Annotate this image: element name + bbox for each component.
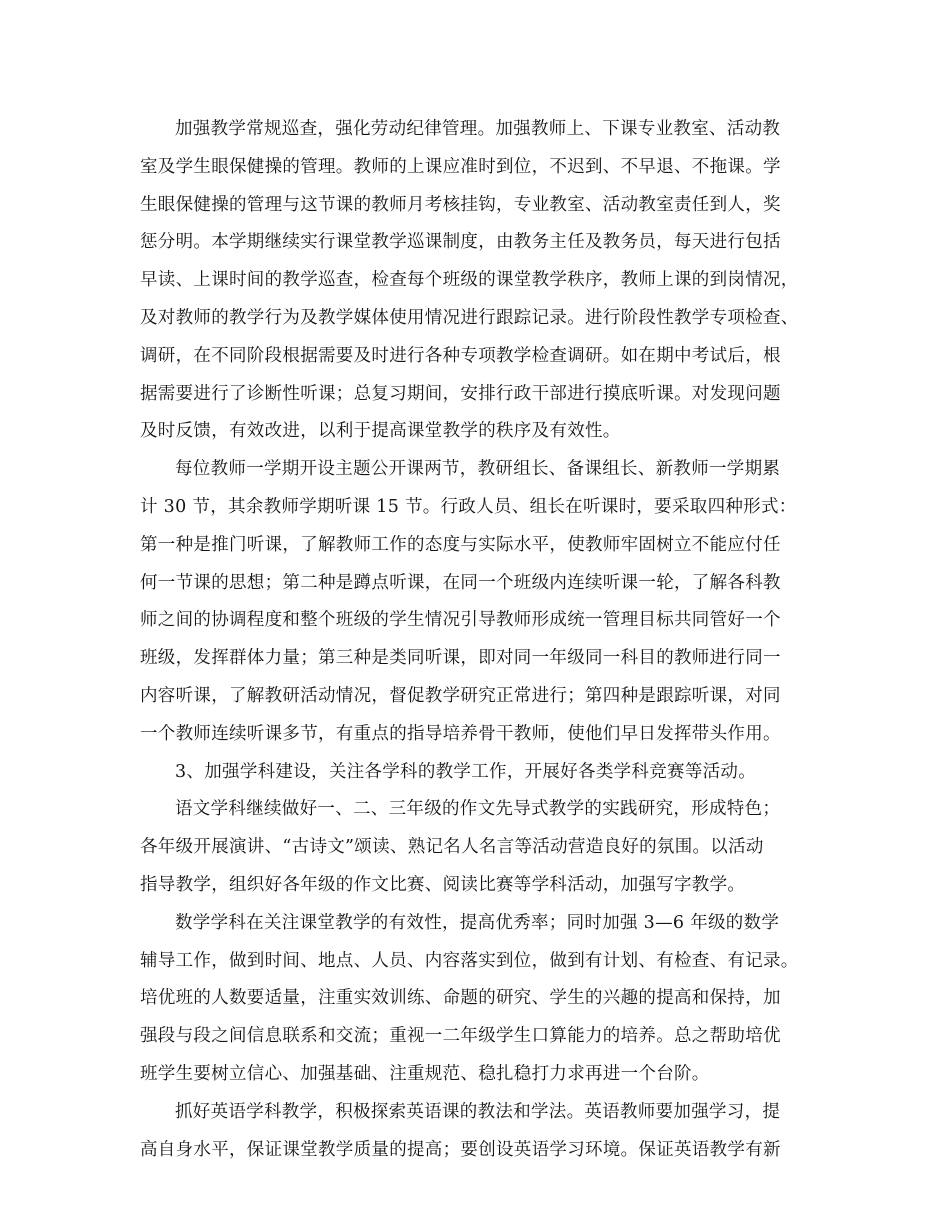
paragraph-line: 班学生要树立信心、加强基础、注重规范、稳扎稳打力求再进一个台阶。 (140, 1063, 710, 1084)
paragraph-line: 指导教学，组织好各年级的作文比赛、阅读比赛等学科活动，加强写字教学。 (140, 874, 746, 895)
paragraph-line: 强段与段之间信息联系和交流；重视一二年级学生口算能力的培养。总之帮助培优 (140, 1026, 781, 1047)
paragraph-line: 辅导工作，做到时间、地点、人员、内容落实到位，做到有计划、有检查、有记录。 (140, 950, 799, 971)
paragraph-line: 何一节课的思想；第二种是蹲点听课，在同一个班级内连续听课一轮，了解各科教 (140, 572, 781, 593)
section-heading: 3、加强学科建设，关注各学科的教学工作，开展好各类学科竞赛等活动。 (175, 761, 757, 782)
paragraph-line: 数学学科在关注课堂教学的有效性，提高优秀率；同时加强 3—6 年级的数学 (175, 912, 780, 933)
paragraph-line: 调研，在不同阶段根据需要及时进行各种专项教学检查调研。如在期中考试后，根 (140, 345, 781, 366)
paragraph-line: 培优班的人数要适量，注重实效训练、命题的研究、学生的兴趣的提高和保持，加 (140, 988, 781, 1009)
paragraph-line: 师之间的协调程度和整个班级的学生情况引导教师形成统一管理目标共同管好一个 (140, 610, 781, 631)
paragraph-line: 室及学生眼保健操的管理。教师的上课应准时到位，不迟到、不早退、不拖课。学 (140, 156, 781, 177)
paragraph-line: 据需要进行了诊断性听课；总复习期间，安排行政干部进行摸底听课。对发现问题 (140, 383, 781, 404)
paragraph-line: 及对教师的教学行为及教学媒体使用情况进行跟踪记录。进行阶段性教学专项检查、 (140, 307, 799, 328)
paragraph-line: 一个教师连续听课多节，有重点的指导培养骨干教师，使他们早日发挥带头作用。 (140, 723, 781, 744)
paragraph-line: 第一种是推门听课，了解教师工作的态度与实际水平，使教师牢固树立不能应付任 (140, 534, 781, 555)
paragraph-line: 语文学科继续做好一、二、三年级的作文先导式教学的实践研究，形成特色； (175, 799, 781, 820)
paragraph-line: 早读、上课时间的教学巡查，检查每个班级的课堂教学秩序，教师上课的到岗情况， (140, 270, 799, 291)
paragraph-line: 每位教师一学期开设主题公开课两节，教研组长、备课组长、新教师一学期累 (175, 459, 781, 480)
paragraph-line: 及时反馈，有效改进，以利于提高课堂教学的秩序及有效性。 (140, 421, 621, 442)
paragraph-line: 惩分明。本学期继续实行课堂教学巡课制度，由教务主任及教务员，每天进行包括 (140, 232, 781, 253)
paragraph-line: 班级，发挥群体力量；第三种是类同听课，即对同一年级同一科目的教师进行同一 (140, 648, 781, 669)
paragraph-line: 高自身水平，保证课堂教学质量的提高；要创设英语学习环境。保证英语教学有新 (140, 1139, 781, 1160)
document-body (140, 111, 830, 1169)
paragraph-line: 抓好英语学科教学，积极探索英语课的教法和学法。英语教师要加强学习，提 (175, 1101, 781, 1122)
paragraph-line: 计 30 节，其余教师学期听课 15 节。行政人员、组长在听课时，要采取四种形式： (140, 496, 797, 517)
paragraph-line: 各年级开展演讲、“古诗文”颂读、熟记名人名言等活动营造良好的氛围。以活动 (140, 837, 764, 858)
paragraph-line: 加强教学常规巡查，强化劳动纪律管理。加强教师上、下课专业教室、活动教 (175, 119, 781, 139)
paragraph-line: 内容听课，了解教研活动情况，督促教学研究正常进行；第四种是跟踪听课，对同 (140, 685, 781, 706)
paragraph-line: 生眼保健操的管理与这节课的教师月考核挂钩，专业教室、活动教室责任到人，奖 (140, 194, 781, 215)
